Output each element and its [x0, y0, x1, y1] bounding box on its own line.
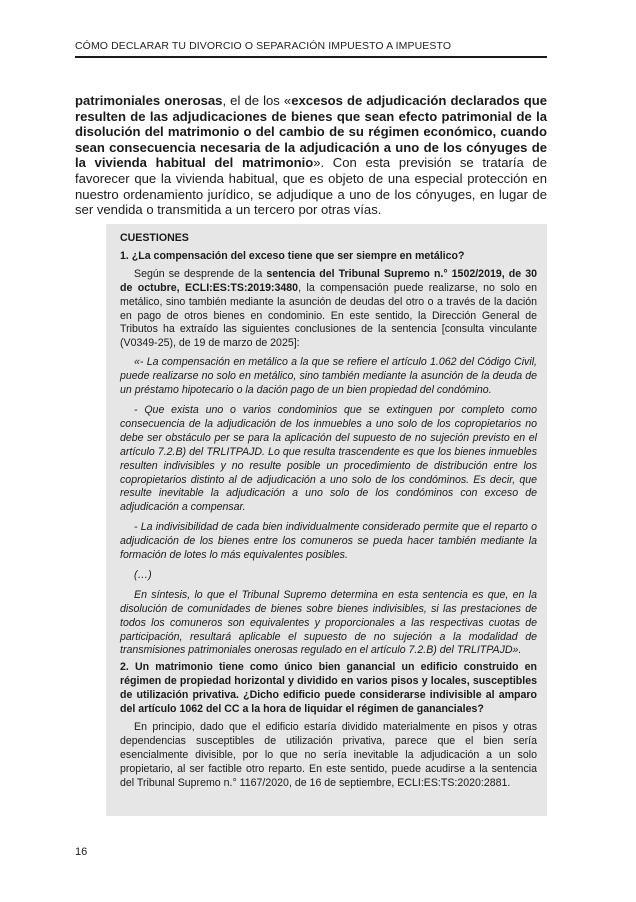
q1-answer-text-a: Según se desprende de la: [134, 267, 267, 280]
question-2-title: 2. Un matrimonio tiene como único bien ganancial un edificio construido en régimen de propiedad horizontal y dividido en varios pisos y locales, susceptibles de utilización privativa. ¿Dicho edificio puede considerarse indivisible al amparo del artículo 1062 del CC a la hora de liquidar el régimen de gananciales?: [120, 661, 537, 716]
quote-ellipsis: (…): [134, 568, 152, 581]
q1-sentence-reference: sentencia del Tribunal Supremo n.° 1502/2019, de 30 de octubre, ECLI:ES:TS:2019:3480: [120, 267, 537, 294]
intro-bold-2: excesos de adjudicación declarados que resulten de las adjudicaciones de bienes que sean efecto patrimonial de la disolución del matrimonio o del cambio de su régimen económico, cuando sean consecuencia necesaria de la adjudicación a uno de los cónyuges de la vivienda habitual del matrimonio: [75, 93, 547, 171]
quote-paragraph-2: - Que exista uno o varios condominios que se extinguen por completo como consecuencia de la adjudicación de los inmuebles a uno solo de los copropietarios no debe ser obstáculo per se para la aplicación del supuesto de no sujeción previsto en el artículo 7.2.B) del TRLITPAJD. Lo que resulta trascendente es que los bienes inmuebles resulten indivisibles y no resulte posible un procedimiento de distribución entre los copropietarios distinto al de adjudicación a uno solo de los condóminos. Es decir, que resulte inevitable la adjudicación a uno solo de los condóminos con exceso de adjudicación a compensar.: [120, 403, 537, 514]
q1-answer-text-c: , la compensación puede realizarse, no solo en metálico, sino también mediante la asunción de deudas del otro o a través de la dación en pago de otros bienes en condominio. En este sentido, la Dirección General de Tributos ha extraído las siguientes conclusiones de la sentencia [consulta vinculante (V0349-25), de 19 de marzo de 2025]:: [120, 281, 537, 350]
quote-paragraph-1: «- La compensación en metálico a la que se refiere el artículo 1.062 del Código Civil, puede realizarse no solo en metálico, sino también mediante la asunción de la deuda de un préstamo hipotecario o la dación pago de un bien propiedad del condómino.: [120, 356, 537, 397]
intro-text-2: ». Con esta previsión se trataría de favorecer que la vivienda habitual, que es objeto de una especial protección en nuestro ordenamiento jurídico, se adjudique a uno de los cónyuges, en lugar de ser vendida o transmitida a un tercero por otras vías.: [75, 155, 547, 218]
quote-paragraph-3: - La indivisibilidad de cada bien individualmente considerado permite que el reparto o adjudicación de los bienes entre los comuneros se pueda hacer también mediante la formación de lotes lo más equivalentes posibles.: [120, 521, 537, 562]
quote-paragraph-summary: En síntesis, lo que el Tribunal Supremo determina en esta sentencia es que, en la disolución de comunidades de bienes sobre bienes indivisibles, si las prestaciones de todos los comuneros son equivalentes y proporcionales a las respectivas cuotas de participación, resultará aplicable el supuesto de no sujeción a la modalidad de transmisiones patrimoniales onerosas regulado en el artículo 7.2.B) del TRLITPAJD».: [120, 588, 537, 657]
cuestiones-title: CUESTIONES: [120, 232, 189, 244]
page-number: 16: [75, 846, 88, 858]
question-2-answer: En principio, dado que el edificio estaría dividido materialmente en pisos y otras dependencias susceptibles de utilización privativa, parece que el bien sería esencialmente divisible, por lo que no sería inevitable la adjudicación a un solo propietario, al ser factible otro reparto. En este sentido, puede acudirse a la sentencia del Tribunal Supremo n.° 1167/2020, de 16 de septiembre, ECLI:ES:TS:2020:2881.: [120, 721, 537, 789]
intro-bold-1: patrimoniales onerosas: [75, 93, 223, 108]
question-1-answer: [120, 268, 537, 351]
intro-paragraph: [75, 93, 547, 218]
header-divider: [75, 56, 547, 58]
cuestiones-box: [106, 224, 547, 816]
intro-text-1: , el de los «: [222, 93, 292, 108]
question-1-title: 1. ¿La compensación del exceso tiene que ser siempre en metálico?: [120, 249, 465, 262]
running-header: CÓMO DECLARAR TU DIVORCIO O SEPARACIÓN IMPUESTO A IMPUESTO: [75, 40, 452, 52]
